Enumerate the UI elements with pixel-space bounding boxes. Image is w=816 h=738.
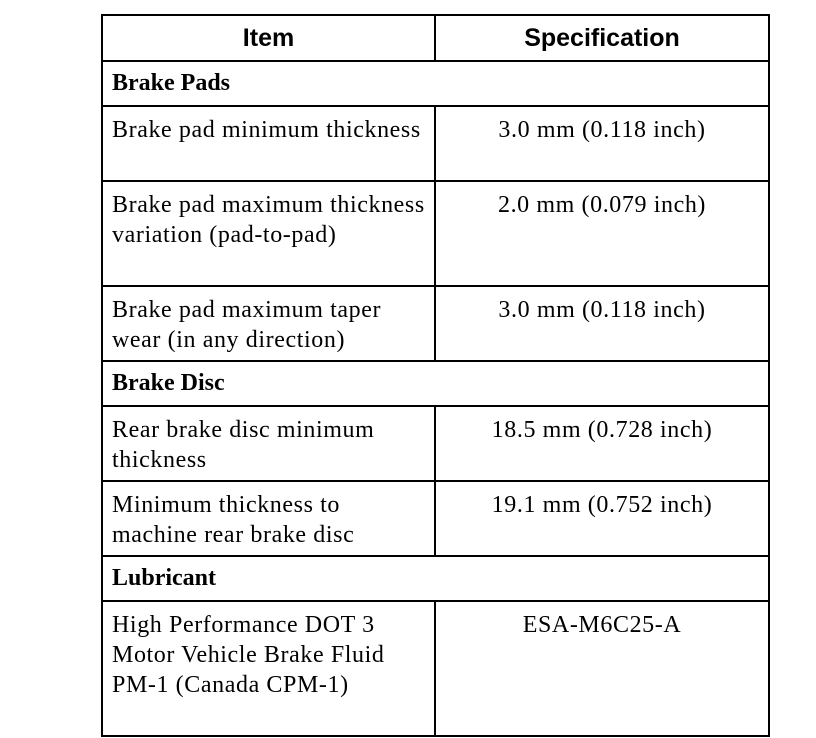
section-row-lubricant [102,556,769,601]
spec-cell: 19.1 mm (0.752 inch) [435,481,769,556]
section-title: Brake Disc [102,361,769,406]
spec-cell: 3.0 mm (0.118 inch) [435,286,769,361]
section-title: Brake Pads [102,61,769,106]
item-cell: Brake pad maximum thickness variation (pad-to-pad) [102,181,435,286]
spec-cell: 2.0 mm (0.079 inch) [435,181,769,286]
item-cell: High Performance DOT 3 Motor Vehicle Brake Fluid PM-1 (Canada CPM-1) [102,601,435,736]
item-cell: Rear brake disc minimum thickness [102,406,435,481]
table-row [102,481,769,556]
section-row-brake-pads [102,61,769,106]
item-cell: Brake pad maximum taper wear (in any direction) [102,286,435,361]
table-row [102,601,769,736]
spec-cell: 3.0 mm (0.118 inch) [435,106,769,181]
table-row [102,406,769,481]
table-row [102,286,769,361]
table-row [102,181,769,286]
section-row-brake-disc [102,361,769,406]
column-header-specification: Specification [435,15,769,61]
column-header-item: Item [102,15,435,61]
spec-cell: ESA-M6C25-A [435,601,769,736]
item-cell: Minimum thickness to machine rear brake disc [102,481,435,556]
specification-table [101,14,770,737]
section-title: Lubricant [102,556,769,601]
table-header-row [102,15,769,61]
table-row [102,106,769,181]
spec-cell: 18.5 mm (0.728 inch) [435,406,769,481]
item-cell: Brake pad minimum thickness [102,106,435,181]
